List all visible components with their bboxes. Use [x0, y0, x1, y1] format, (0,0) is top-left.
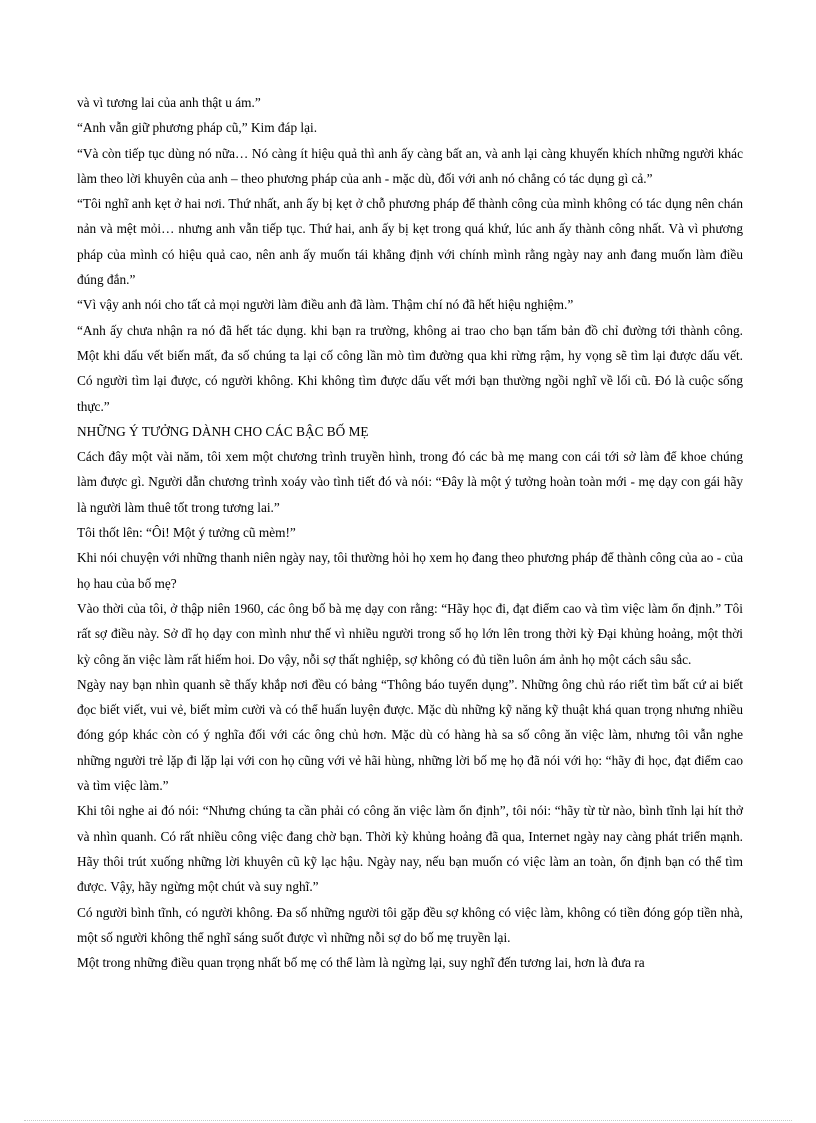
paragraph: “Tôi nghĩ anh kẹt ở hai nơi. Thứ nhất, anh ấy bị kẹt ở chỗ phương pháp để thành công của mình không có tác dụng nên chán nản và mệt mỏi… nhưng anh vẫn tiếp tục. Thứ hai, anh ấy bị kẹt trong quá khứ, lúc anh ấy thành công nhất. Và vì phương pháp của mình có hiệu quả cao, nên anh ấy muốn tái khẳng định với chính mình rằng ngày nay anh đang muốn làm điều đúng đắn.”: [77, 196, 743, 288]
paragraph: Ngày nay bạn nhìn quanh sẽ thấy khắp nơi đều có bảng “Thông báo tuyển dụng”. Những ông chủ ráo riết tìm bất cứ ai biết đọc biết viết, vui vẻ, biết mỉm cười và có thể huấn luyện được. Mặc dù những kỹ năng kỹ thuật khá quan trọng nhưng nhiều đóng góp khác còn có ý nghĩa đối với các ông chủ hơn. Mặc dù có hàng hà sa số công ăn việc làm, nhưng tôi vẫn nghe những người trẻ lặp đi lặp lại với con họ cũng với vẻ hãi hùng, những lời bố mẹ họ đã nói với họ: “hãy đi học, đạt điểm cao và tìm việc làm.”: [77, 676, 743, 794]
document-body: [77, 90, 743, 975]
paragraph: Cách đây một vài năm, tôi xem một chương trình truyền hình, trong đó các bà mẹ mang con cái tới sở làm để khoe chúng làm được gì. Người dẫn chương trình xoáy vào tình tiết đó và nói: “Đây là một ý tưởng hoàn toàn mới - mẹ dạy con gái hãy là người làm thuê tốt trong tương lai.”: [77, 449, 743, 515]
paragraph: Khi tôi nghe ai đó nói: “Nhưng chúng ta cần phải có công ăn việc làm ổn định”, tôi nói: “hãy từ từ nào, bình tĩnh lại hít thở và nhìn quanh. Có rất nhiều công việc đang chờ bạn. Thời kỳ khủng hoảng đã qua, Internet ngày nay càng phát triển mạnh. Hãy thôi trút xuống những lời khuyên cũ kỹ lạc hậu. Ngày nay, nếu bạn muốn có việc làm an toàn, ổn định bạn có thể tìm được. Vậy, hãy ngừng một chút và suy nghĩ.”: [77, 803, 743, 895]
paragraph: “Anh vẫn giữ phương pháp cũ,” Kim đáp lại.: [77, 120, 318, 136]
section-heading: NHỮNG Ý TƯỞNG DÀNH CHO CÁC BẬC BỐ MẸ: [77, 423, 369, 439]
paragraph: Một trong những điều quan trọng nhất bố mẹ có thể làm là ngừng lại, suy nghĩ đến tương lai, hơn là đưa ra: [77, 955, 645, 971]
paragraph: “Anh ấy chưa nhận ra nó đã hết tác dụng. khi bạn ra trường, không ai trao cho bạn tấm bản đồ chỉ đường tới thành công. Một khi dấu vết biến mất, đa số chúng ta lại cố công lần mò tìm đường qua khi rừng rậm, hy vọng sẽ tìm lại được dấu vết. Có người tìm lại được, có người không. Khi không tìm được dấu vết mới bạn thường ngồi nghĩ về lối cũ. Đó là cuộc sống thực.”: [77, 322, 743, 414]
paragraph: “Vì vậy anh nói cho tất cả mọi người làm điều anh đã làm. Thậm chí nó đã hết hiệu nghiệm.”: [77, 297, 574, 313]
paragraph: Khi nói chuyện với những thanh niên ngày nay, tôi thường hỏi họ xem họ đang theo phương pháp để thành công của ao - của họ hau của bố mẹ?: [77, 550, 743, 591]
paragraph: “Và còn tiếp tục dùng nó nữa… Nó càng ít hiệu quả thì anh ấy càng bất an, và anh lại càng khuyến khích những người khác làm theo lời khuyên của anh – theo phương pháp của anh - mặc dù, đối với anh nó chẳng có tác dụng gì cả.”: [77, 145, 743, 186]
page-bottom-divider: [24, 1120, 792, 1121]
paragraph: và vì tương lai của anh thật u ám.”: [77, 95, 261, 110]
paragraph: Tôi thốt lên: “Ôi! Một ý tưởng cũ mèm!”: [77, 525, 296, 541]
paragraph: Có người bình tĩnh, có người không. Đa số những người tôi gặp đều sợ không có việc làm, không có tiền đóng góp tiền nhà, một số người không thể nghĩ sáng suốt được vì những nỗi sợ do bố mẹ truyền lại.: [77, 904, 743, 945]
paragraph: Vào thời của tôi, ở thập niên 1960, các ông bố bà mẹ dạy con rằng: “Hãy học đi, đạt điểm cao và tìm việc làm ổn định.” Tôi rất sợ điều này. Sở dĩ họ dạy con mình như thế vì nhiều người trong số họ lớn lên trong thời kỳ Đại khủng hoảng, một thời kỳ công ăn việc làm rất hiếm hoi. Do vậy, nỗi sợ thất nghiệp, sợ không có đủ tiền luôn ám ảnh họ một cách sâu sắc.: [77, 600, 743, 667]
